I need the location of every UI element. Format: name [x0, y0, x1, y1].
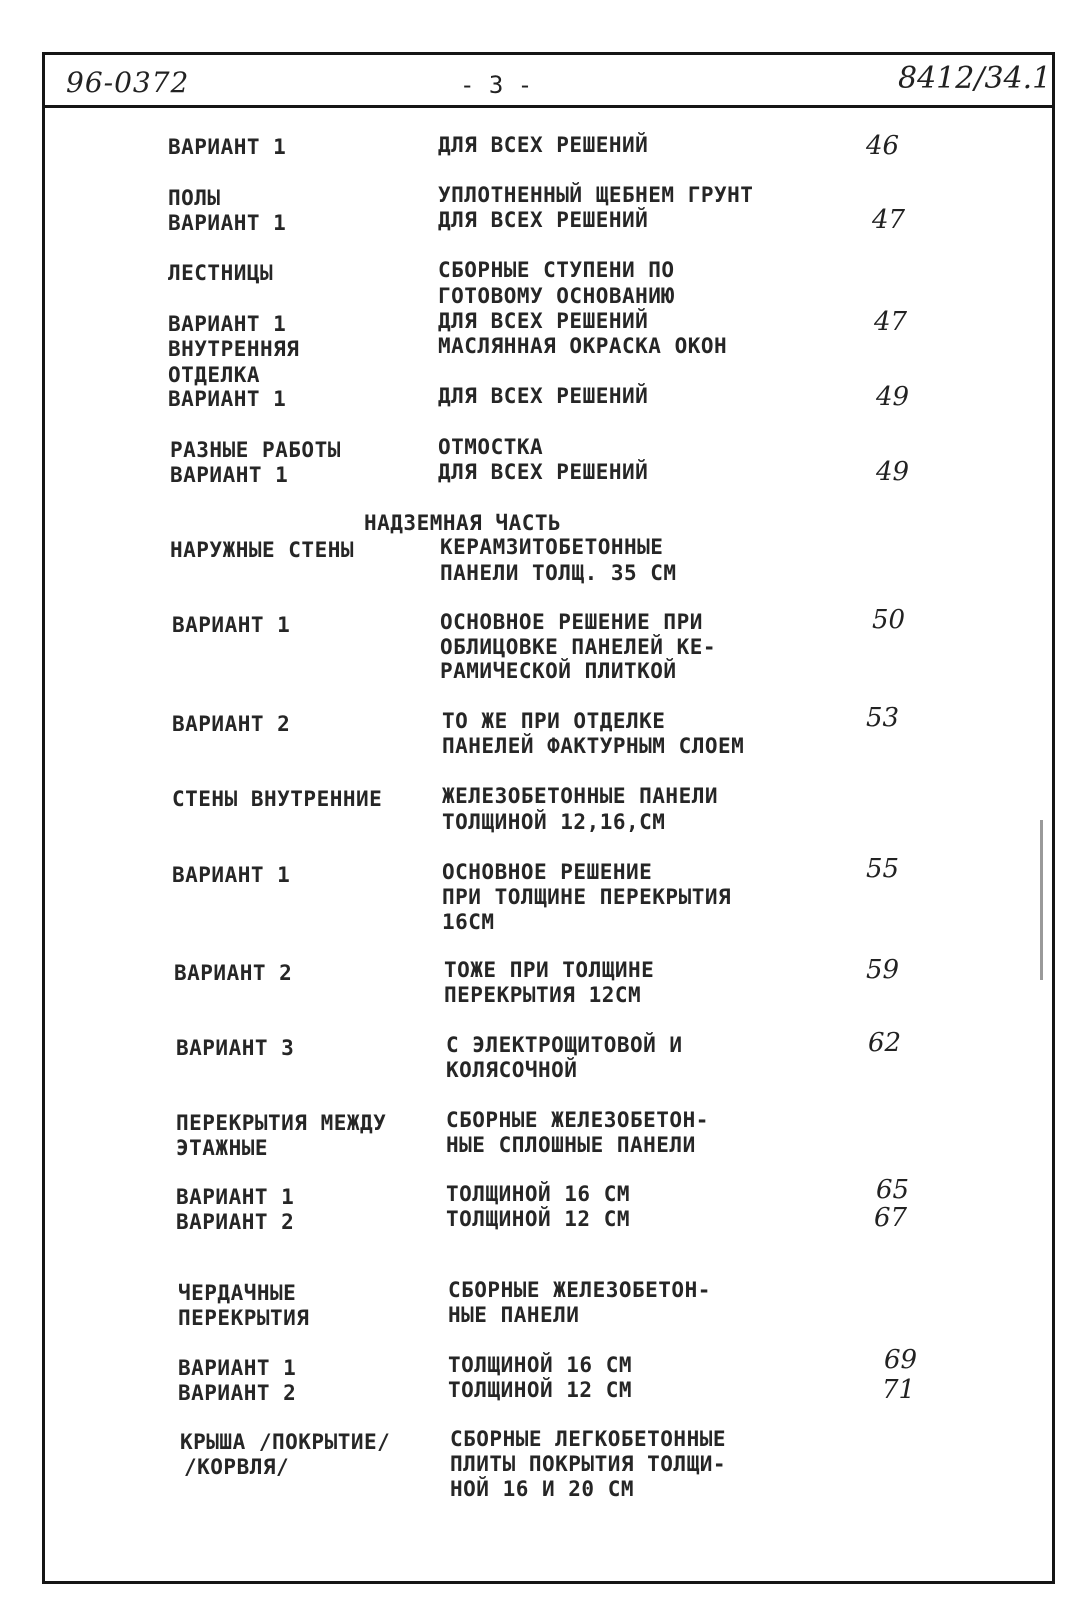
- entry-line: ТОЛЩИНОЙ 12 СМ: [448, 1378, 633, 1402]
- entry-line: ДЛЯ ВСЕХ РЕШЕНИЙ: [438, 133, 649, 157]
- entry-line: ТОЖЕ ПРИ ТОЛЩИНЕ: [444, 958, 655, 982]
- entry-line: МАСЛЯННАЯ ОКРАСКА ОКОН: [438, 334, 728, 358]
- entry-line: ТОЛЩИНОЙ 12 СМ: [446, 1207, 631, 1231]
- entry-line: ПАНЕЛЕЙ ФАКТУРНЫМ СЛОЕМ: [442, 734, 745, 758]
- entry-line: СБОРНЫЕ ЖЕЛЕЗОБЕТОН-: [446, 1108, 709, 1132]
- entry-line: ВАРИАНТ 1: [168, 387, 287, 411]
- entry-line: ВАРИАНТ 1: [168, 135, 287, 159]
- entry-line: ПАНЕЛИ ТОЛЩ. 35 СМ: [440, 561, 677, 585]
- entry-line: С ЭЛЕКТРОЩИТОВОЙ И: [446, 1033, 683, 1057]
- entry-line: ТОЛЩИНОЙ 16 СМ: [448, 1353, 633, 1377]
- entry-line: РАЗНЫЕ РАБОТЫ: [170, 438, 341, 462]
- entry-line: ДЛЯ ВСЕХ РЕШЕНИЙ: [438, 460, 649, 484]
- entry-line: /КОРВЛЯ/: [184, 1455, 290, 1479]
- entry-line: ПЕРЕКРЫТИЯ: [178, 1306, 310, 1330]
- entry-line: ВАРИАНТ 2: [174, 961, 293, 985]
- entry-line: ЧЕРДАЧНЫЕ: [178, 1281, 297, 1305]
- entry-line: ТО ЖЕ ПРИ ОТДЕЛКЕ: [442, 709, 666, 733]
- entry-line: ВАРИАНТ 1: [172, 613, 291, 637]
- entry-line: СТЕНЫ ВНУТРЕННИЕ: [172, 787, 383, 811]
- entry-line: ПЕРЕКРЫТИЯ МЕЖДУ: [176, 1111, 387, 1135]
- page-number: 47: [874, 307, 908, 337]
- entry-line: ПЕРЕКРЫТИЯ 12СМ: [444, 983, 642, 1007]
- entry-line: УПЛОТНЕННЫЙ ЩЕБНЕМ ГРУНТ: [438, 183, 754, 207]
- entry-line: ДЛЯ ВСЕХ РЕШЕНИЙ: [438, 208, 649, 232]
- page-number: 62: [868, 1028, 902, 1058]
- page-number: 53: [866, 703, 900, 733]
- sheet-code: 8412/34.1: [898, 61, 1052, 96]
- entry-line: ВАРИАНТ 2: [176, 1210, 295, 1234]
- entry-line: ОСНОВНОЕ РЕШЕНИЕ ПРИ: [440, 610, 703, 634]
- entry-line: КРЫША /ПОКРЫТИЕ/: [180, 1430, 391, 1454]
- page-marker: - 3 -: [460, 71, 533, 99]
- entry-line: СБОРНЫЕ ЛЕГКОБЕТОННЫЕ: [450, 1427, 727, 1451]
- entry-line: НАРУЖНЫЕ СТЕНЫ: [170, 538, 355, 562]
- entry-line: ДЛЯ ВСЕХ РЕШЕНИЙ: [438, 384, 649, 408]
- entry-line: ПЛИТЫ ПОКРЫТИЯ ТОЛЩИ-: [450, 1452, 727, 1476]
- entry-line: ВАРИАНТ 3: [176, 1036, 295, 1060]
- page-number: 71: [882, 1375, 916, 1405]
- entry-line: СБОРНЫЕ ЖЕЛЕЗОБЕТОН-: [448, 1278, 711, 1302]
- page-number: 50: [872, 605, 906, 635]
- entry-line: СБОРНЫЕ СТУПЕНИ ПО: [438, 258, 675, 282]
- page-number: 69: [884, 1345, 918, 1375]
- entry-line: НАДЗЕМНАЯ ЧАСТЬ: [364, 511, 562, 535]
- entry-line: ОБЛИЦОВКЕ ПАНЕЛЕЙ КЕ-: [440, 635, 717, 659]
- entry-line: ТОЛЩИНОЙ 12,16,СМ: [442, 810, 666, 834]
- entry-line: НЫЕ ПАНЕЛИ: [448, 1303, 580, 1327]
- entry-line: ОТМОСТКА: [438, 435, 544, 459]
- entry-line: ВАРИАНТ 1: [170, 463, 289, 487]
- entry-line: ЖЕЛЕЗОБЕТОННЫЕ ПАНЕЛИ: [442, 784, 719, 808]
- entry-line: ГОТОВОМУ ОСНОВАНИЮ: [438, 284, 675, 308]
- entry-line: ВАРИАНТ 1: [172, 863, 291, 887]
- page-number: 47: [872, 205, 906, 235]
- entry-line: ВАРИАНТ 2: [178, 1381, 297, 1405]
- entry-line: ОСНОВНОЕ РЕШЕНИЕ: [442, 860, 653, 884]
- entry-line: НОЙ 16 И 20 СМ: [450, 1477, 635, 1501]
- entry-line: ВАРИАНТ 2: [172, 712, 291, 736]
- page-number: 65: [876, 1175, 910, 1205]
- entry-line: НЫЕ СПЛОШНЫЕ ПАНЕЛИ: [446, 1133, 696, 1157]
- entry-line: ТОЛЩИНОЙ 16 СМ: [446, 1182, 631, 1206]
- page-number: 55: [866, 854, 900, 884]
- entry-line: ВАРИАНТ 1: [168, 211, 287, 235]
- entry-line: ПРИ ТОЛЩИНЕ ПЕРЕКРЫТИЯ: [442, 885, 732, 909]
- entry-line: ВАРИАНТ 1: [176, 1185, 295, 1209]
- entry-line: РАМИЧЕСКОЙ ПЛИТКОЙ: [440, 659, 677, 683]
- doc-code: 96-0372: [66, 66, 190, 99]
- entry-line: ОТДЕЛКА: [168, 363, 261, 387]
- entry-line: 16СМ: [442, 910, 495, 934]
- header-divider: [42, 105, 1055, 108]
- entry-line: ВАРИАНТ 1: [168, 312, 287, 336]
- entry-line: ПОЛЫ: [168, 186, 221, 210]
- entry-line: ВАРИАНТ 1: [178, 1356, 297, 1380]
- page-number: 59: [866, 955, 900, 985]
- entry-line: КЕРАМЗИТОБЕТОННЫЕ: [440, 535, 664, 559]
- page-number: 49: [876, 382, 910, 412]
- entry-line: ДЛЯ ВСЕХ РЕШЕНИЙ: [438, 309, 649, 333]
- page-number: 46: [866, 131, 900, 161]
- page-number: 49: [876, 457, 910, 487]
- entry-line: ЭТАЖНЫЕ: [176, 1136, 269, 1160]
- entry-line: КОЛЯСОЧНОЙ: [446, 1058, 578, 1082]
- page-number: 67: [874, 1203, 908, 1233]
- scan-mark: [1040, 820, 1043, 980]
- entry-line: ВНУТРЕННЯЯ: [168, 337, 300, 361]
- entry-line: ЛЕСТНИЦЫ: [168, 261, 274, 285]
